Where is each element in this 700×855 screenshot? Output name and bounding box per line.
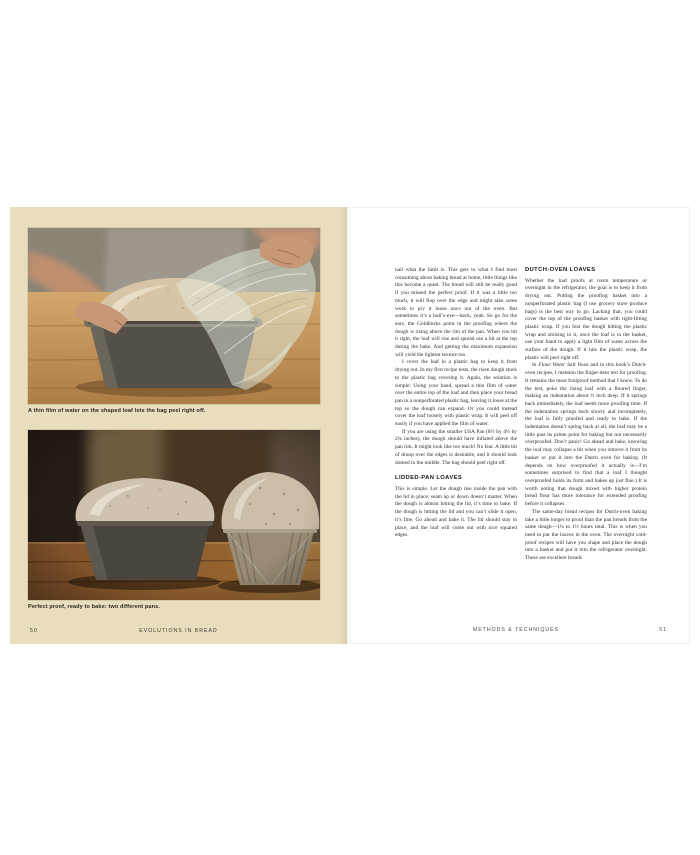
photo-two-pans-illustration: [28, 430, 320, 600]
body-paragraph: [525, 362, 647, 508]
photo-peeling-bag: [28, 228, 320, 404]
book-title-reference: Flour Water Salt Yeast: [538, 362, 589, 369]
left-page: [10, 207, 347, 644]
book-spread: [10, 207, 690, 644]
text-column-2: [525, 267, 647, 563]
photo-caption: A thin film of water on the shaped loaf lets the bag peel right off.: [28, 408, 206, 414]
figure-two-pans: [28, 430, 320, 611]
body-paragraph: This is simple. Let the dough rise inside the pan with the lid in place; seam up or down doesn’t matter. When the dough is almost hitting the lid, it’s time to bake. If the dough is hitting the lid and you can’t slide it open, it’s fine. Go ahead and bake it. The lid should stay in place, and the loaf will come out with nice squared edges.: [395, 485, 517, 539]
page-number-right: 51: [659, 627, 667, 633]
photo-two-pans: [28, 430, 320, 600]
running-title-left: EVOLUTIONS IN BREAD: [139, 628, 218, 634]
page-number-left: 50: [30, 628, 38, 634]
body-paragraph: The same-day bread recipes for Dutch-oven baking take a little longer to proof than the pan breads from the same dough—1¼ to 1½ hours total. This is when you need to put the loaves in the oven. The overnight cold-proof recipes will have you shape and place the dough into a basket and put it into the refrigerator overnight. These are excellent breads: [525, 508, 647, 562]
section-heading-dutch-oven-loaves: DUTCH-OVEN LOAVES: [525, 267, 596, 273]
body-paragraph: I cover the loaf in a plastic bag to keep it from drying out. In my first recipe tests, the risen dough stuck to the plastic bag covering it. Again, the solution is simple: Using your hand, spread a thin film of water over the entire top of the loaf and then place your bread pan in a nonperforated plastic bag, leaving it loose at the top so the dough can expand. Or you could instead cover the loaf loosely with plastic wrap. It will peel off easily if you have applied the film of water.: [395, 359, 517, 428]
body-text: In: [532, 362, 539, 369]
text-column-1: [395, 267, 517, 563]
photo-peeling-bag-illustration: [28, 228, 320, 404]
body-paragraph: Whether the loaf proofs at room temperature or overnight in the refrigerator, the goal is to keep it from drying out. Putting the proofing basket into a nonperforated plastic bag (I use grocery store produce bags) is the best way to go. Lacking that, you could cover the top of the proofing basket with tight-fitting plastic wrap. If you fear the dough hitting the plastic wrap and sticking to it, once the loaf is in the basket, use your hand to apply a light film of water across the surface of the dough. If it hits the plastic wrap, the plastic will peel right off.: [525, 277, 647, 361]
running-title-right: METHODS & TECHNIQUES: [472, 627, 560, 633]
body-paragraph: nail what the limit is. This gets to what I find most consuming about baking bread at home, little things like this become a quest. The bread will still be really good if you missed the perfect proof. If it was a little too much, it will flop over the edge and might take some work to pry it loose once out of the oven. But sometimes it’s a bull’s-eye—heck, yeah. So go for the ears, the Goldilocks point in the proofing where the dough is rising above the rim of the pan. When you hit it right, the loaf will rise and spread out a bit at the top during the bake. And getting the maximum expansion will yield the lightest texture too.: [395, 267, 517, 358]
body-text: and in this book’s Dutch-oven recipes, I mention the finger-dent test for proofing. It remains the most foolproof method that I know. To do the test, poke the rising loaf with a floured finger, making an indentation about ½ inch deep. If it springs back immediately, the loaf needs more proofing time. If the indentation springs back slowly and incompletely, the loaf is fully proofed and ready to bake. If the indentation doesn’t spring back at all, the loaf may be a little past its prime point for baking but not necessarily overproofed. Don’t panic! Go ahead and bake, knowing the loaf may collapse a bit when you remove it from its basket or put it into the Dutch oven for baking. (It depends on how overproofed it actually is—I’m sometimes surprised to find that a loaf I thought overproofed holds its form and bakes up just fine.) It is worth noting that dough mixed with higher protein bread flour has more tolerance for extended proofing before it collapses.: [525, 362, 648, 508]
left-page-footer: [10, 628, 347, 634]
section-heading-lidded-pan-loaves: LIDDED-PAN LOAVES: [395, 475, 463, 482]
text-columns: [395, 267, 647, 563]
photo-caption: Perfect proof, ready to bake: two different pans.: [28, 604, 161, 610]
right-page-footer: [347, 627, 689, 633]
right-page: [347, 207, 690, 644]
body-paragraph: If you are using the smaller USA Pan (8½ by 4½ by 2¾ inches), the dough should have inflated above the pan rim. It might look like too much! No fear. A little bit of droop over the edges is desirable, and it should look domed in the middle. The bag should peel right off.: [395, 428, 517, 466]
figure-peeling-bag: [28, 228, 320, 415]
